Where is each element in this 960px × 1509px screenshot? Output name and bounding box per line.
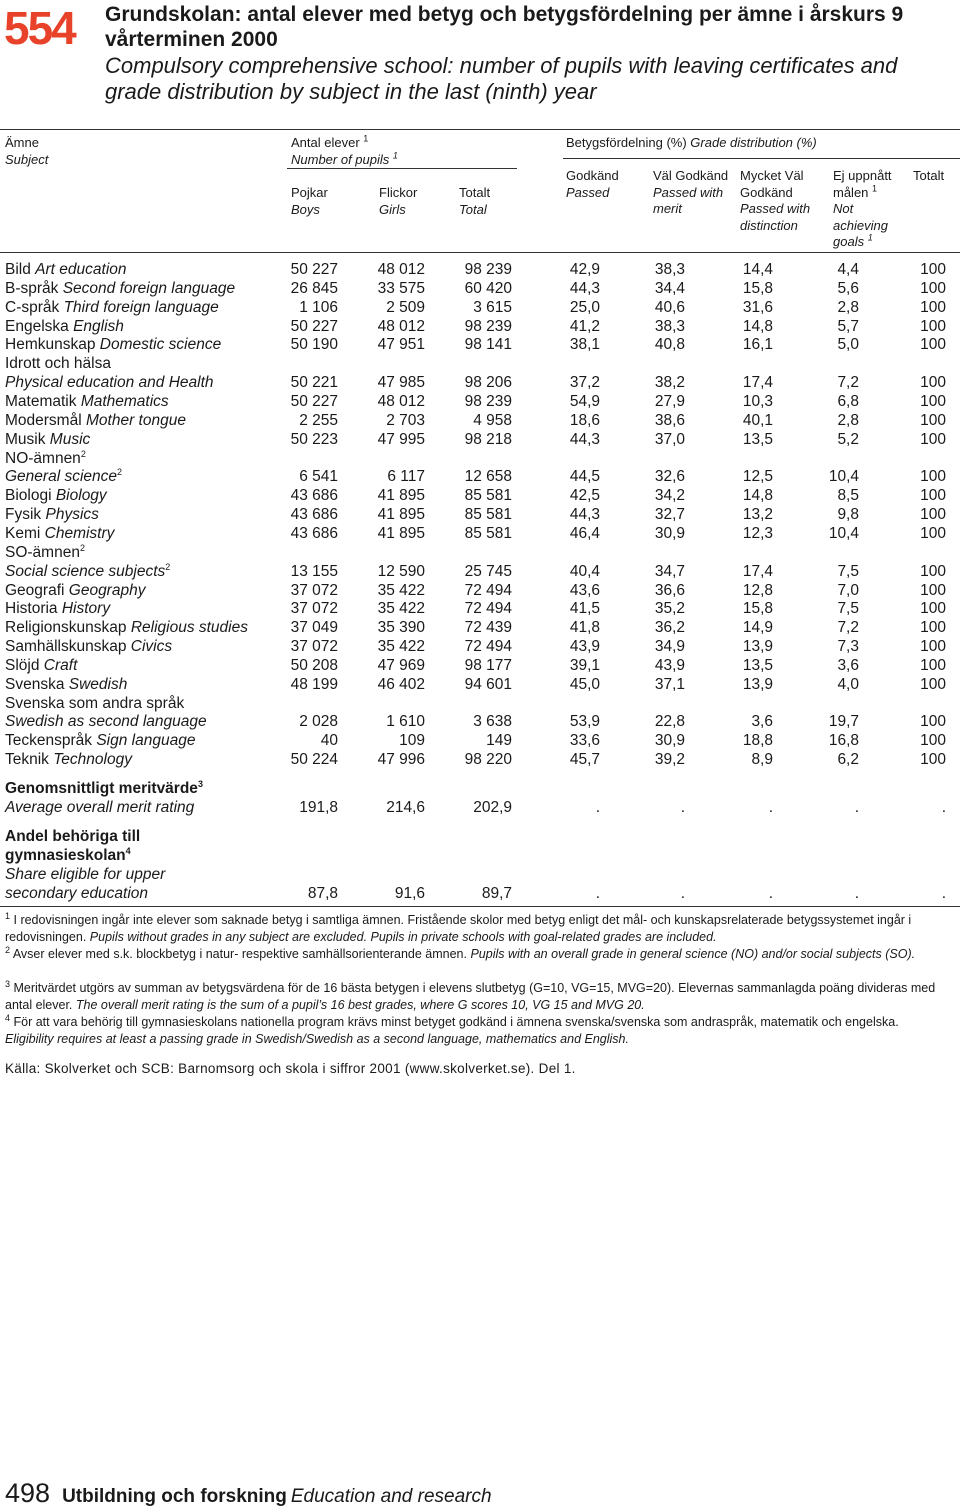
header-grade-distribution: Betygsfördelning (%) Grade distribution (%) (566, 135, 817, 150)
table-cell: 5,0 (837, 336, 859, 354)
table-row (0, 411, 960, 430)
table-cell: 4,0 (837, 675, 859, 693)
page-footer (5, 1478, 492, 1509)
table-cell: 72 494 (464, 600, 512, 618)
table-cell: 44,5 (569, 468, 600, 486)
subject-label: C-språk Third foreign language (5, 298, 219, 316)
table-row (0, 543, 960, 562)
header-not-achieving-goals: Ej uppnått målen $^1$ Not achieving goals $^1$ (833, 168, 892, 249)
table-cell: 32,7 (654, 506, 685, 524)
table-cell: 3 638 (473, 713, 512, 731)
table-cell: 100 (920, 487, 946, 505)
table-cell: 48 012 (377, 317, 425, 335)
table-row (0, 637, 960, 656)
subject-label: Kemi Chemistry (5, 524, 115, 542)
subject-label: Bild Art education (5, 261, 127, 278)
table-cell: 43 686 (290, 524, 338, 542)
subject-label: Teckenspråk Sign language (5, 732, 196, 750)
table-cell: 40,6 (654, 298, 685, 316)
table-cell: 3 615 (473, 298, 512, 316)
table-cell: 30,9 (654, 524, 685, 542)
footer-section-sv: Utbildning och forskning (62, 1486, 287, 1507)
subject-label: Matematik Mathematics (5, 393, 169, 410)
table-cell: 98 239 (464, 317, 512, 335)
table-cell: 44,3 (569, 279, 600, 297)
table-cell: 38,6 (654, 411, 685, 429)
table-cell: 100 (920, 411, 946, 429)
table-cell: 34,9 (654, 638, 685, 655)
table-cell: 14,4 (742, 261, 773, 278)
table-cell: 33,6 (569, 732, 600, 750)
table-cell: 18,6 (569, 411, 600, 429)
table-cell: 17,4 (742, 374, 773, 392)
table-cell: 47 951 (377, 336, 425, 354)
table-cell: 98 177 (464, 656, 512, 674)
table-cell: 32,6 (654, 468, 685, 486)
table-cell: 12 590 (377, 562, 425, 580)
table-row (0, 392, 960, 411)
page-number: 554 (4, 2, 75, 54)
table-cell: 48 012 (377, 393, 425, 410)
table-cell: 44,3 (569, 430, 600, 448)
eligibility-row: secondary education 87,8 91,6 89,7 . . . . . (5, 885, 946, 902)
table-cell: 100 (920, 430, 946, 448)
table-cell: 47 969 (377, 656, 425, 674)
table-cell: 35,2 (654, 600, 685, 618)
subject-label: B-språk Second foreign language (5, 279, 236, 297)
table-cell: 17,4 (742, 562, 773, 580)
table-cell: 22,8 (654, 713, 685, 731)
table-cell: 38,1 (569, 336, 600, 354)
table-cell: 40,8 (654, 336, 685, 354)
header-boys: Pojkar Boys (291, 185, 328, 217)
table-cell: 85 581 (464, 487, 512, 505)
table-cell: 100 (920, 619, 946, 637)
header-top-rule (0, 129, 960, 130)
table-cell: 7,5 (837, 562, 859, 580)
subject-label: Svenska Swedish (5, 675, 128, 693)
table-cell: 7,5 (837, 600, 859, 618)
subject-label: Hemkunskap Domestic science (5, 336, 222, 354)
table-cell: 27,9 (654, 393, 685, 410)
table-row (0, 581, 960, 600)
table-cell: 13,9 (742, 638, 773, 655)
table-cell: 100 (920, 336, 946, 354)
table-cell: 54,9 (569, 393, 600, 410)
table-row (0, 694, 960, 713)
table-cell: 50 208 (290, 656, 338, 674)
table-cell: 19,7 (828, 713, 859, 731)
table-cell: 100 (920, 732, 946, 750)
header-passed-with-distinction: Mycket Väl Godkänd Passed with distinction (740, 168, 811, 233)
table-cell: 4,4 (837, 261, 859, 278)
table-cell: 100 (920, 317, 946, 335)
table-cell: 53,9 (569, 713, 600, 731)
table-row (0, 731, 960, 750)
table-cell: 25,0 (569, 298, 600, 316)
table-cell: 41,2 (569, 317, 600, 335)
table-cell: 40,4 (569, 562, 600, 580)
table-cell: 37 049 (290, 619, 338, 637)
table-cell: 6 117 (387, 468, 425, 486)
header-bottom-rule (0, 252, 960, 253)
table-cell: 72 494 (464, 581, 512, 599)
subject-label: Swedish as second language (5, 713, 207, 731)
table-row (0, 354, 960, 373)
subject-label: Modersmål Mother tongue (5, 411, 186, 429)
subject-label: Svenska som andra språk (5, 694, 185, 712)
table-cell: 43,9 (654, 656, 685, 674)
table-cell: 100 (920, 279, 946, 297)
table-cell: 4 958 (473, 411, 512, 429)
table-cell: 45,7 (569, 751, 600, 769)
table-row (0, 298, 960, 317)
table-row (0, 260, 960, 279)
table-cell: 2 255 (299, 411, 338, 429)
footnote-3: $^3$ Meritvärdet utgörs av summan av betygsvärdena för de 16 bästa betygen i elevens slutbetyg (G=10, VG=15, MVG=20). Elevernas sammanlagda poäng divideras med antal elever. The overall merit rating is the sum of a pupil’s 16 best grades, where G scores 10, VG 15 and MVG 20. (5, 978, 936, 1012)
footnote-1: $^1$ I redovisningen ingår inte elever som saknade betyg i samtliga ämnen. Fristående skolor med betyg enligt det mål- och kunskapsrelaterade betygssystemet ingår i redovisningen. Pupils without grades in any subject are excluded. Pupils in private schools with goal-related grades are included. (5, 910, 912, 944)
subject-label: Social science subjects$^2$ (5, 561, 171, 580)
table-cell: 98 220 (464, 751, 512, 769)
table-cell: 14,8 (742, 317, 773, 335)
title-swedish: Grundskolan: antal elever med betyg och betygsfördelning per ämne i årskurs 9 vårterminen 2000 (105, 3, 904, 51)
table-cell: 47 985 (377, 374, 425, 392)
table-cell: 50 227 (290, 317, 338, 335)
table-row (0, 279, 960, 298)
table-row (0, 467, 960, 486)
table-cell: 50 227 (290, 393, 338, 410)
table-cell: 37 072 (290, 600, 338, 618)
table-cell: 41 895 (377, 524, 425, 542)
table-row (0, 505, 960, 524)
subject-label: Samhällskunskap Civics (5, 638, 173, 655)
table-cell: 50 223 (290, 430, 338, 448)
table-cell: 40,1 (742, 411, 773, 429)
table-cell: 98 141 (464, 336, 512, 354)
table-row (0, 750, 960, 769)
subject-label: Physical education and Health (5, 374, 214, 392)
table-cell: 85 581 (464, 506, 512, 524)
table-cell: 37,1 (654, 675, 685, 693)
subject-label: Historia History (5, 600, 111, 618)
table-cell: 45,0 (569, 675, 600, 693)
table-cell: 8,9 (751, 751, 773, 769)
table-cell: 46,4 (569, 524, 600, 542)
table-cell: 25 745 (464, 562, 512, 580)
table-cell: 7,3 (837, 638, 859, 655)
table-cell: 43 686 (290, 487, 338, 505)
table-cell: 40 (320, 732, 338, 750)
table-cell: 100 (920, 656, 946, 674)
table-cell: 34,7 (654, 562, 685, 580)
table-cell: 100 (920, 638, 946, 655)
table-cell: 37,0 (654, 430, 685, 448)
table-cell: 15,8 (742, 600, 773, 618)
header-passed: Godkänd Passed (566, 168, 619, 200)
table-cell: 37,2 (569, 374, 600, 392)
table-cell: 1 610 (386, 713, 425, 731)
table-cell: 9,8 (837, 506, 859, 524)
table-cell: 6,8 (837, 393, 859, 410)
table-cell: 98 239 (464, 393, 512, 410)
table-cell: 100 (920, 298, 946, 316)
table-cell: 15,8 (742, 279, 773, 297)
table-cell: 39,2 (654, 751, 685, 769)
table-cell: 50 224 (290, 751, 338, 769)
table-row (0, 618, 960, 637)
header-passed-with-merit: Väl Godkänd Passed with merit (653, 168, 729, 216)
subject-label: Geografi Geography (5, 581, 146, 599)
table-row (0, 599, 960, 618)
title-block (105, 2, 955, 105)
table-cell: 2,8 (837, 411, 859, 429)
table-cell: 37 072 (290, 581, 338, 599)
table-cell: 12 658 (464, 468, 512, 486)
table-cell: 42,5 (569, 487, 600, 505)
table-row (0, 656, 960, 675)
table-cell: 13 155 (290, 562, 338, 580)
table-cell: 43 686 (290, 506, 338, 524)
footnote-2: $^2$ Avser elever med s.k. blockbetyg i natur- respektive samhällsorienterande ämnen. Pupils with an overall grade in general science (NO) and/or social subjects (SO). (5, 944, 916, 961)
subject-label: NO-ämnen$^2$ (5, 448, 86, 467)
table-cell: 1 106 (299, 298, 338, 316)
table-cell: 18,8 (742, 732, 773, 750)
table-cell: 10,4 (828, 468, 859, 486)
table-cell: 100 (920, 675, 946, 693)
table-cell: 100 (920, 506, 946, 524)
table-cell: 43,6 (569, 581, 600, 599)
table-cell: 35 390 (377, 619, 425, 637)
table-cell: 100 (920, 524, 946, 542)
table-cell: 34,4 (654, 279, 685, 297)
table-row (0, 317, 960, 336)
table-cell: 60 420 (464, 279, 512, 297)
table-cell: 47 995 (377, 430, 425, 448)
table-cell: 50 190 (290, 336, 338, 354)
merit-rating-row: Average overall merit rating 191,8 214,6 202,9 . . . . . (5, 799, 946, 816)
table-row (0, 675, 960, 694)
header-totalt: Totalt (913, 168, 945, 183)
table-row (0, 524, 960, 543)
table-cell: 41,5 (569, 600, 600, 618)
table-cell: 46 402 (377, 675, 425, 693)
table-cell: 5,2 (837, 430, 859, 448)
table-cell: 109 (399, 732, 425, 750)
table-cell: 41 895 (377, 506, 425, 524)
table-cell: 3,6 (837, 656, 859, 674)
table-cell: 48 199 (290, 675, 338, 693)
header-girls: Flickor Girls (379, 185, 418, 217)
table-cell: 98 239 (464, 261, 512, 278)
table-cell: 14,9 (742, 619, 773, 637)
footnote-4: $^4$ För att vara behörig till gymnasieskolans nationella program krävs minst betyget godkänd i ämnena svenska/svenska som andraspråk, matematik och engelska. Eligibility requires at least a passing grade in Swedish/Swedish as a second language, mathematics and English. (5, 1012, 899, 1046)
table-cell: 98 218 (464, 430, 512, 448)
table-cell: 16,8 (828, 732, 859, 750)
table-cell: 12,8 (742, 581, 773, 599)
title-english: Compulsory comprehensive school: number of pupils with leaving certificates and grade distribution by subject in the last (ninth) year (105, 53, 898, 104)
table-cell: 36,6 (654, 581, 685, 599)
table-cell: 39,1 (569, 656, 600, 674)
table-cell: 8,5 (837, 487, 859, 505)
table-row (0, 449, 960, 468)
footer-page-number: 498 (5, 1478, 51, 1508)
subject-label: Idrott och hälsa (5, 355, 111, 373)
header-subject: Ämne Subject (5, 135, 49, 167)
table-cell: 35 422 (377, 600, 425, 618)
table-cell: 5,7 (837, 317, 859, 335)
table-cell: 100 (920, 393, 946, 410)
table-row (0, 335, 960, 354)
table-cell: 94 601 (464, 675, 512, 693)
table-cell: 2 028 (299, 713, 338, 731)
table-cell: 42,9 (569, 261, 600, 278)
header-total: Totalt Total (459, 185, 491, 217)
table-cell: 43,9 (569, 638, 600, 655)
subject-label: Biologi Biology (5, 487, 107, 505)
subject-label: Engelska English (5, 317, 124, 335)
table-cell: 7,2 (837, 619, 859, 637)
table-cell: 30,9 (654, 732, 685, 750)
table-cell: 2,8 (837, 298, 859, 316)
table-cell: 100 (920, 713, 946, 731)
table-cell: 35 422 (377, 638, 425, 655)
subject-label: SO-ämnen$^2$ (5, 542, 85, 561)
table-cell: 100 (920, 581, 946, 599)
table-cell: 50 221 (290, 374, 338, 392)
table-cell: 6,2 (837, 751, 859, 769)
table-cell: 85 581 (464, 524, 512, 542)
table-cell: 37 072 (290, 638, 338, 655)
table-cell: 100 (920, 751, 946, 769)
table-cell: 100 (920, 468, 946, 486)
table-cell: 41 895 (377, 487, 425, 505)
footer-section-en: Education and research (290, 1486, 492, 1507)
table-cell: 13,9 (742, 675, 773, 693)
table-cell: 7,0 (837, 581, 859, 599)
table-cell: 12,5 (742, 468, 773, 486)
table-cell: 100 (920, 562, 946, 580)
table-row (0, 486, 960, 505)
table-cell: 5,6 (837, 279, 859, 297)
table-cell: 16,1 (742, 336, 773, 354)
pupils-span-rule (287, 168, 517, 169)
table-row (0, 562, 960, 581)
header-pupils: Antal elever $^1$ Number of pupils $^1$ (291, 133, 398, 167)
table-cell: 2 509 (386, 298, 425, 316)
source-note: Källa: Skolverket och SCB: Barnomsorg och skola i siffror 2001 (www.skolverket.se). Del 1. (5, 1061, 576, 1076)
table-cell: 36,2 (654, 619, 685, 637)
table-row (0, 712, 960, 731)
table-cell: 41,8 (569, 619, 600, 637)
table-cell: 38,3 (654, 317, 685, 335)
table-cell: 98 206 (464, 374, 512, 392)
table-cell: 44,3 (569, 506, 600, 524)
table-cell: 50 227 (290, 261, 338, 278)
table-cell: 38,3 (654, 261, 685, 278)
table-cell: 149 (486, 732, 512, 750)
table-cell: 100 (920, 600, 946, 618)
table-cell: 100 (920, 374, 946, 392)
subject-label: General science$^2$ (5, 467, 123, 486)
table-cell: 3,6 (751, 713, 773, 731)
table-cell: 13,5 (742, 656, 773, 674)
subject-label: Musik Music (5, 430, 91, 448)
table-cell: 31,6 (742, 298, 773, 316)
table-cell: 48 012 (377, 261, 425, 278)
table-cell: 12,3 (742, 524, 773, 542)
table-cell: 26 845 (290, 279, 338, 297)
table-cell: 35 422 (377, 581, 425, 599)
table-row (0, 373, 960, 392)
subject-label: Religionskunskap Religious studies (5, 619, 248, 637)
table-cell: 13,5 (742, 430, 773, 448)
table-cell: 2 703 (386, 411, 425, 429)
subject-label: Slöjd Craft (5, 656, 78, 674)
footnote-rule (0, 906, 960, 907)
table-cell: 38,2 (654, 374, 685, 392)
table-cell: 6 541 (299, 468, 338, 486)
table-cell: 47 996 (377, 751, 425, 769)
grade-span-rule (563, 158, 960, 159)
table-cell: 10,3 (742, 393, 773, 410)
subject-label: Fysik Physics (5, 506, 99, 524)
table-cell: 33 575 (377, 279, 425, 297)
table-cell: 100 (920, 261, 946, 278)
table-cell: 7,2 (837, 374, 859, 392)
table-cell: 14,8 (742, 487, 773, 505)
subject-label: Teknik Technology (5, 751, 132, 769)
table-row (0, 430, 960, 449)
table-cell: 13,2 (742, 506, 773, 524)
table-cell: 72 439 (464, 619, 512, 637)
table-cell: 72 494 (464, 638, 512, 655)
table-cell: 34,2 (654, 487, 685, 505)
table-cell: 10,4 (828, 524, 859, 542)
